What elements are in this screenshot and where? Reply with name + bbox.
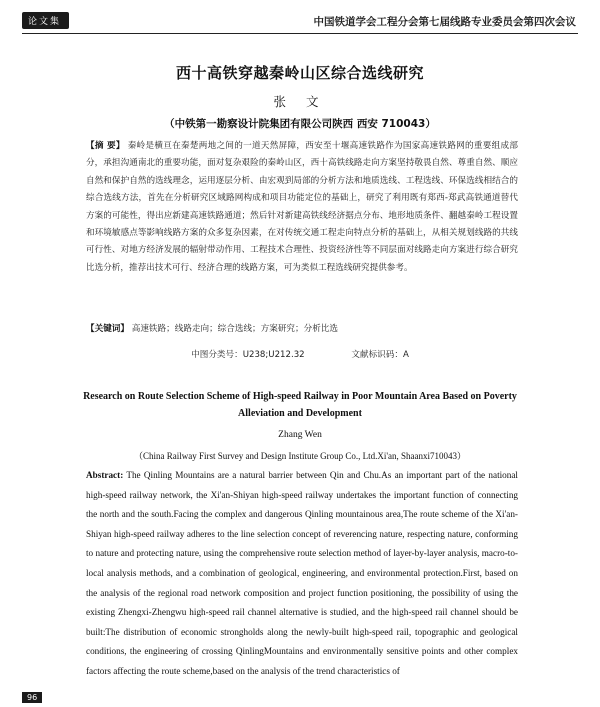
cn-abstract bbox=[86, 138, 518, 277]
header-rule bbox=[22, 33, 578, 34]
cn-doc-code: 文献标识码：A bbox=[351, 350, 409, 360]
cn-affiliation: （中铁第一勘察设计院集团有限公司陕西 西安 710043） bbox=[164, 118, 436, 130]
cn-keywords bbox=[86, 322, 518, 334]
en-author: Zhang Wen bbox=[278, 430, 322, 440]
cn-abstract-label: 【摘 要】 bbox=[86, 141, 125, 151]
en-title: Research on Route Selection Scheme of High-speed Railway in Poor Mountain Area Based on Poverty Alleviation and Development bbox=[83, 391, 517, 419]
cn-title: 西十高铁穿越秦岭山区综合选线研究 bbox=[175, 64, 424, 82]
header-tag: 论文集 bbox=[22, 12, 69, 29]
cn-keywords-label: 【关键词】 bbox=[86, 324, 129, 334]
header-title: 中国铁道学会工程分会第七届线路专业委员会第四次会议 bbox=[313, 16, 576, 28]
cn-abstract-text: 秦岭是横亘在秦楚两地之间的一道天然屏障，西安至十堰高速铁路作为国家高速铁路网的重要组成部分，承担沟通南北的重要功能，面对复杂艰险的秦岭山区，西十高铁线路走向方案坚持敬畏自然、尊重自然、顺应自然和保护自然的选线理念，运用逐层分析、由宏观到局部的分析方法和地质选线、工程选线、环保选线相结合的综合选线方法，首先在分析研究区域路网构成和项目功能定位的基础上，研究了利用既有郑西-郑武高铁通道替代方案的可能性，得出应新建高速铁路通道；然后针对新建高铁线经济据点分布、地形地质条件、翻越秦岭工程设置和环境敏感点等影响线路方案的众多复杂因素，在对传统交通工程走向特点分析的基础上，从相关规划线路的共线可行性、对地方经济发展的辐射带动作用、工程技术合理性、投资经济性等不同层面对线路走向方案进行综合研究比选分析，推荐出技术可行、经济合理的线路方案，可为类似工程选线研究提供参考。 bbox=[86, 141, 518, 273]
cn-keywords-text: 高速铁路；线路走向；综合选线；方案研究；分析比选 bbox=[131, 324, 338, 334]
page-number: 96 bbox=[22, 692, 42, 703]
en-abstract-label: Abstract: bbox=[86, 470, 124, 480]
cn-class-number: 中图分类号：U238;U212.32 bbox=[191, 350, 305, 360]
cn-author: 张 文 bbox=[273, 94, 327, 109]
en-affiliation: （China Railway First Survey and Design Institute Group Co., Ltd.Xi'an, Shaanxi710043） bbox=[133, 451, 467, 461]
en-abstract bbox=[86, 466, 518, 682]
cn-classification bbox=[0, 348, 600, 360]
en-abstract-text: The Qinling Mountains are a natural barrier between Qin and Chu.As an important part of the national high-speed railway network, the Xi'an-Shiyan high-speed railway undertakes the important function of connecting the north and the south.Facing the complex and dangerous Qinling mountainous area,The route scheme of the Xi'an-Shiyan high-speed railway adheres to the line selection concept of reverencing nature, respecting nature, conforming to nature and protecting nature, using the comprehensive route selection method of layer-by-layer analysis, macro-to-local analysis methods, and a combination of geological, engineering, and environmental protection.First, based on the analysis of the regional road network composition and project function positioning, the possibility of using the existing Zhengxi-Zhengwu high-speed rail channel alternative is studied, and the high-speed rail channel should be built:The distribution of economic strongholds along the newly-built high-speed rail, topographic and geological conditions, the engineering of crossing QinlingMountains and environmentally sensitive points and other complex factors affecting the route scheme,based on the analysis of the trend characteristics of bbox=[86, 470, 518, 676]
running-header bbox=[22, 10, 578, 32]
